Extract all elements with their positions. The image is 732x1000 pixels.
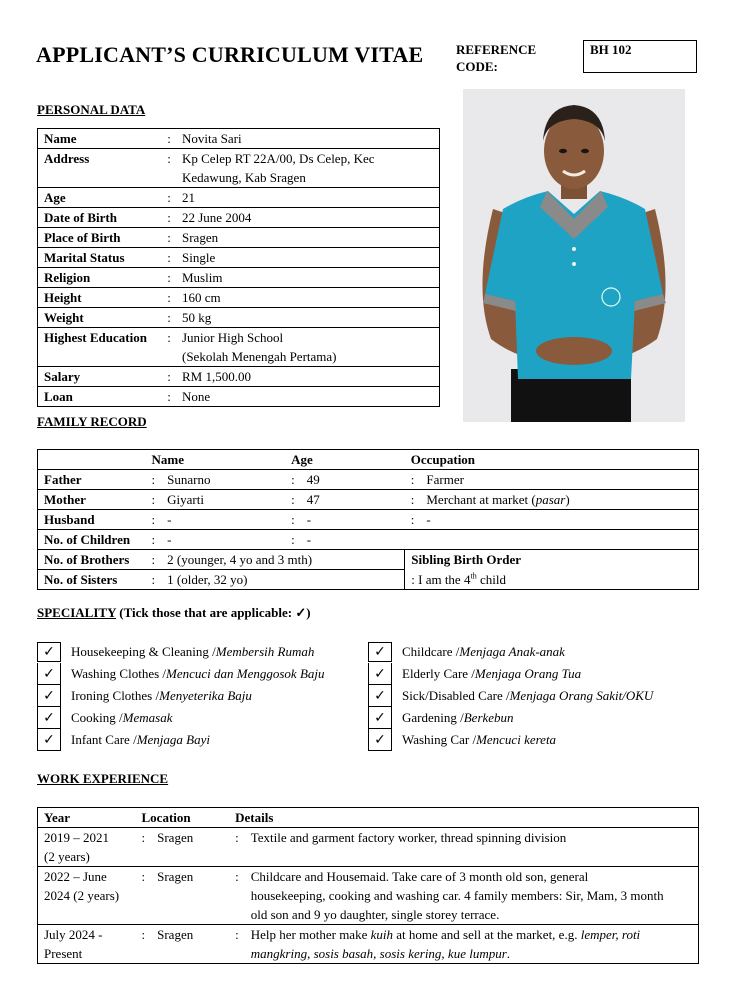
applicant-portrait-illustration — [463, 89, 685, 422]
checkbox-ticked[interactable]: ✓ — [37, 642, 61, 662]
table-row: 2022 – June 2024 (2 years) : Sragen : Childcare and Housemaid. Take care of 3 month old son, general housekeeping, cooking and washing car. 4 family members: Sir, Mam, 3 month old son and 9 yo daughter, single storey terrace. — [38, 867, 699, 925]
table-row: Highest Education : Junior High School (Sekolah Menengah Pertama) — [38, 328, 440, 367]
speciality-item: ✓ Housekeeping & Cleaning / Membersih Rumah — [37, 641, 325, 663]
table-row: No. of Sisters : 1 (older, 32 yo) : I am the 4th child — [38, 570, 699, 590]
speciality-right-column — [368, 641, 653, 751]
table-row: Husband : - : - : - — [38, 510, 699, 530]
speciality-item: ✓ Elderly Care / Menjaga Orang Tua — [368, 663, 653, 685]
table-row: Mother : Giyarti : 47 : Merchant at market (pasar) — [38, 490, 699, 510]
table-row: Loan : None — [38, 387, 440, 407]
table-row: Religion : Muslim — [38, 268, 440, 288]
table-row: Place of Birth : Sragen — [38, 228, 440, 248]
reference-code-label: REFERENCE CODE: — [456, 42, 537, 74]
table-row: Marital Status : Single — [38, 248, 440, 268]
speciality-item: ✓ Washing Car / Mencuci kereta — [368, 729, 653, 751]
checkbox-ticked[interactable]: ✓ — [368, 729, 392, 751]
speciality-item: ✓ Ironing Clothes / Menyeterika Baju — [37, 685, 325, 707]
table-row: Name : Novita Sari — [38, 129, 440, 149]
personal-data-heading: PERSONAL DATA — [37, 102, 146, 117]
family-record-heading: FAMILY RECORD — [37, 414, 147, 429]
checkbox-ticked[interactable]: ✓ — [37, 685, 61, 707]
personal-data-table — [37, 128, 440, 407]
speciality-item: ✓ Washing Clothes / Mencuci dan Menggosok Baju — [37, 663, 325, 685]
table-row: Salary : RM 1,500.00 — [38, 367, 440, 387]
table-row: No. of Brothers : 2 (younger, 4 yo and 3 mth) Sibling Birth Order — [38, 550, 699, 570]
table-row: No. of Children : - : - — [38, 530, 699, 550]
checkbox-ticked[interactable]: ✓ — [37, 729, 61, 751]
checkbox-ticked[interactable]: ✓ — [368, 663, 392, 685]
table-row: Age : 21 — [38, 188, 440, 208]
table-header-row: Year Location Details — [38, 808, 699, 828]
checkbox-ticked[interactable]: ✓ — [37, 663, 61, 685]
table-row: 2019 – 2021 (2 years) : Sragen : Textile and garment factory worker, thread spinning division — [38, 828, 699, 867]
table-row: Height : 160 cm — [38, 288, 440, 308]
table-row: July 2024 - Present : Sragen : Help her mother make kuih at home and sell at the market, e.g. lemper, roti mangkring, sosis basah, sosis kering, kue lumpur. — [38, 925, 699, 964]
checkbox-ticked[interactable]: ✓ — [368, 685, 392, 707]
speciality-heading: SPECIALITY (Tick those that are applicable: ✓) — [37, 605, 311, 620]
checkbox-ticked[interactable]: ✓ — [37, 707, 61, 729]
table-row: Date of Birth : 22 June 2004 — [38, 208, 440, 228]
checkbox-ticked[interactable]: ✓ — [368, 707, 392, 729]
applicant-photo — [463, 89, 685, 422]
table-row: Father : Sunarno : 49 : Farmer — [38, 470, 699, 490]
table-row: Weight : 50 kg — [38, 308, 440, 328]
reference-code-box: BH 102 — [583, 40, 697, 73]
speciality-item: ✓ Childcare / Menjaga Anak-anak — [368, 641, 653, 663]
work-experience-table — [37, 807, 699, 964]
speciality-item: ✓ Cooking / Memasak — [37, 707, 325, 729]
family-record-table — [37, 449, 699, 590]
checkbox-ticked[interactable]: ✓ — [368, 642, 392, 662]
speciality-left-column — [37, 641, 325, 751]
speciality-item: ✓ Infant Care / Menjaga Bayi — [37, 729, 325, 751]
table-header-row: Name Age Occupation — [38, 450, 699, 470]
document-title: APPLICANT’S CURRICULUM VITAE — [36, 42, 424, 67]
speciality-item: ✓ Gardening / Berkebun — [368, 707, 653, 729]
work-experience-heading: WORK EXPERIENCE — [37, 771, 169, 786]
table-row: Address : Kp Celep RT 22A/00, Ds Celep, Kec Kedawung, Kab Sragen — [38, 149, 440, 188]
speciality-item: ✓ Sick/Disabled Care / Menjaga Orang Sakit/OKU — [368, 685, 653, 707]
